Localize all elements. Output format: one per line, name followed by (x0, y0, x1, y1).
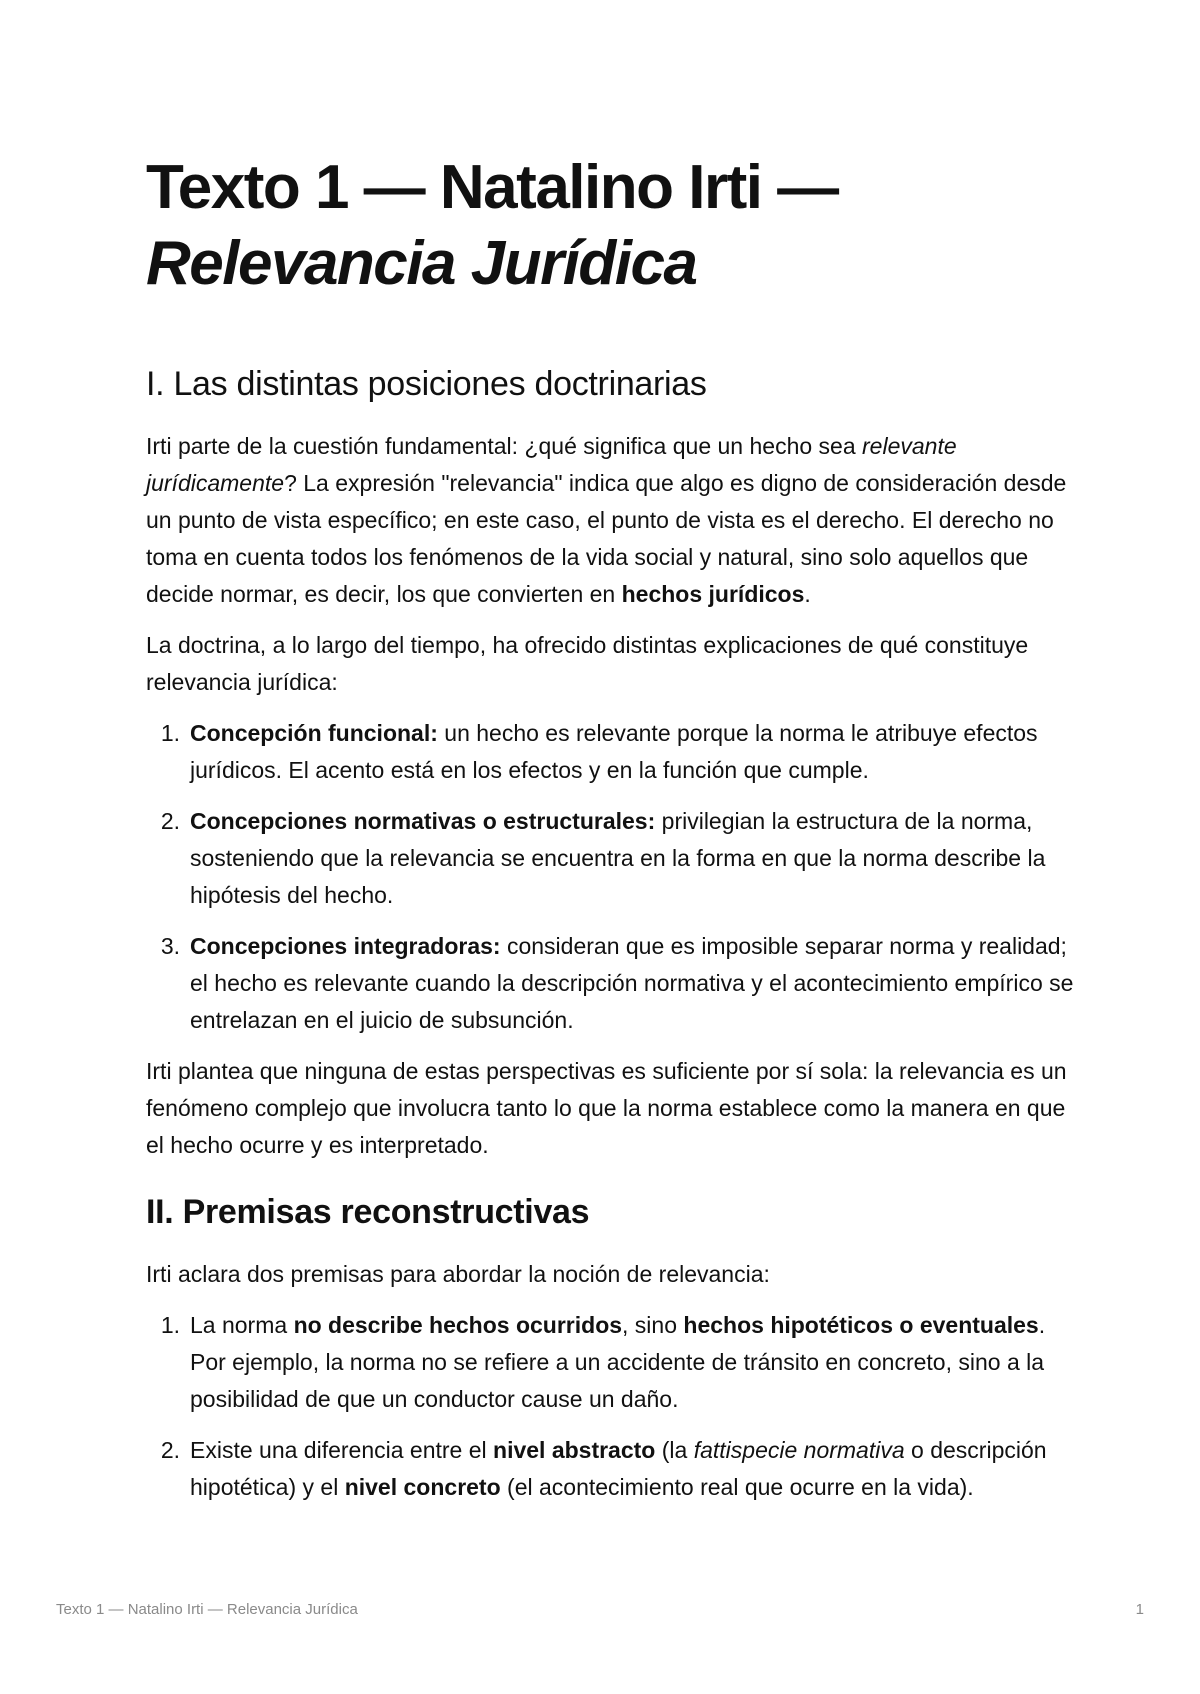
document-page (146, 150, 1076, 1520)
list-number: 1. (160, 1312, 180, 1338)
footer-running-title: Texto 1 — Natalino Irti — Relevancia Jurídica (56, 1601, 358, 1618)
list-number: 1. (160, 720, 180, 746)
list-item: 2. Concepciones normativas o estructurales: privilegian la estructura de la norma, sosteniendo que la relevancia se encuentra en la forma en que la norma describe la hipótesis del hecho. (146, 803, 1076, 914)
section-2-paragraph-1: Irti aclara dos premisas para abordar la noción de relevancia: (146, 1261, 770, 1287)
italic-term: relevante jurídicamente (146, 433, 957, 496)
list-number: 2. (160, 1437, 180, 1463)
page-footer (56, 1601, 1144, 1618)
list-item: 2. Existe una diferencia entre el nivel abstracto (la fattispecie normativa o descripción hipotética) y el nivel concreto (el acontecimiento real que ocurre en la vida). (146, 1432, 1076, 1506)
section-1-paragraph-2: La doctrina, a lo largo del tiempo, ha ofrecido distintas explicaciones de qué constituye relevancia jurídica: (146, 632, 1029, 695)
bold-term: hechos jurídicos (621, 581, 805, 607)
section-2-heading: II. Premisas reconstructivas (146, 1193, 590, 1231)
list-item: 1. Concepción funcional: un hecho es relevante porque la norma le atribuye efectos jurídicos. El acento está en los efectos y en la función que cumple. (146, 715, 1076, 789)
section-1-list (146, 715, 1076, 1039)
title-line-1: Texto 1 — Natalino Irti — (146, 153, 838, 222)
list-number: 2. (160, 808, 180, 834)
list-number: 3. (160, 933, 180, 959)
section-1-paragraph-3: Irti plantea que ninguna de estas perspectivas es suficiente por sí sola: la relevancia es un fenómeno complejo que involucra tanto lo que la norma establece como la manera en que el hecho ocurre y es interpretado. (146, 1058, 1067, 1158)
document-title (146, 150, 1076, 302)
section-1-heading: I. Las distintas posiciones doctrinarias (146, 365, 707, 403)
section-2-list (146, 1307, 1076, 1506)
list-item: 3. Concepciones integradoras: consideran que es imposible separar norma y realidad; el hecho es relevante cuando la descripción normativa y el acontecimiento empírico se entrelazan en el juicio de subsunción. (146, 928, 1076, 1039)
page-number: 1 (1135, 1601, 1144, 1618)
title-line-2: Relevancia Jurídica (146, 229, 697, 298)
section-1-paragraph-1: Irti parte de la cuestión fundamental: ¿qué significa que un hecho sea relevante jurídicamente? La expresión "relevancia" indica que algo es digno de consideración desde un punto de vista específico; en este caso, el punto de vista es el derecho. El derecho no toma en cuenta todos los fenómenos de la vida social y natural, sino solo aquellos que decide normar, es decir, los que convierten en hechos jurídicos. (146, 433, 1067, 607)
list-item: 1. La norma no describe hechos ocurridos, sino hechos hipotéticos o eventuales. Por ejemplo, la norma no se refiere a un accidente de tránsito en concreto, sino a la posibilidad de que un conductor cause un daño. (146, 1307, 1076, 1418)
